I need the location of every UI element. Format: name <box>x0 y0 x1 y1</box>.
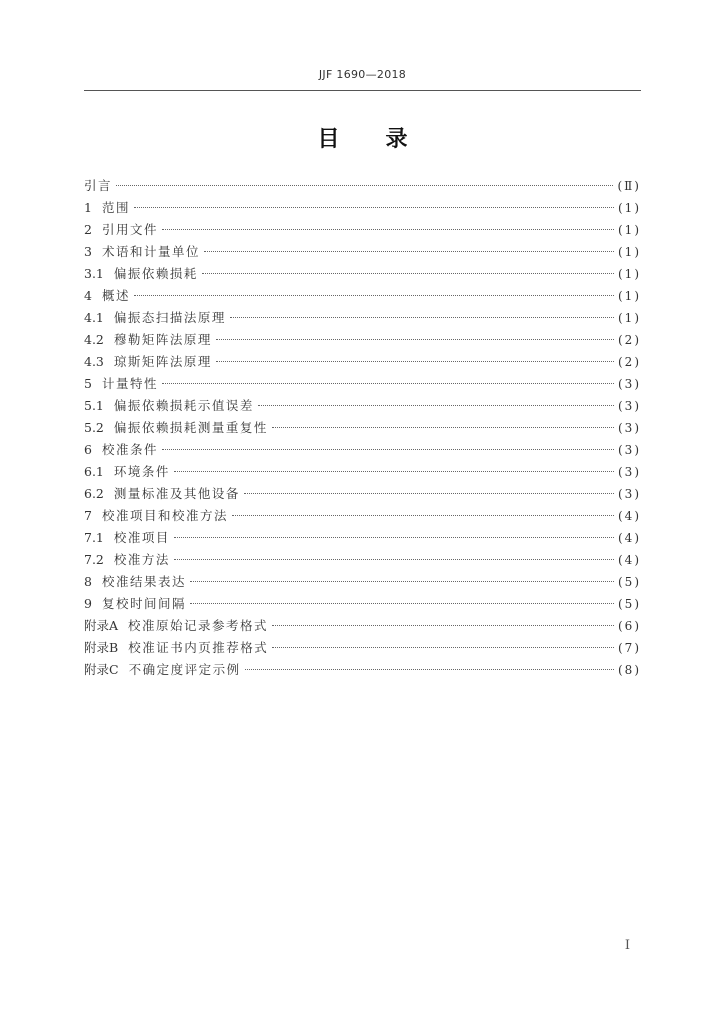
toc-page: (4) <box>618 553 641 567</box>
toc-entry[interactable] <box>84 594 641 616</box>
toc-page: (4) <box>618 531 641 545</box>
page-number: I <box>624 938 630 953</box>
toc-number: 6.1 <box>84 464 104 479</box>
toc-leader <box>174 471 614 472</box>
toc-page: (1) <box>618 201 641 215</box>
toc-title: 校准项目和校准方法 <box>101 508 228 523</box>
toc-number: 9 <box>84 596 92 611</box>
toc-entry[interactable] <box>84 330 641 352</box>
toc-number: 3 <box>84 244 92 259</box>
toc-entry[interactable] <box>84 528 641 550</box>
toc-number: 7.2 <box>84 552 104 567</box>
toc-leader <box>272 647 614 648</box>
toc-entry[interactable] <box>84 198 641 220</box>
toc-page: (4) <box>618 509 641 523</box>
toc-page: (3) <box>618 421 641 435</box>
header-divider <box>84 90 641 91</box>
toc-entry[interactable] <box>84 286 641 308</box>
toc-title: 偏振依赖损耗示值误差 <box>113 398 254 413</box>
toc-title: 偏振依赖损耗测量重复性 <box>113 420 268 435</box>
toc-title: 校准方法 <box>113 552 170 567</box>
toc-title: 环境条件 <box>113 464 170 479</box>
toc-number: 6 <box>84 442 92 457</box>
toc-leader <box>232 515 614 516</box>
toc-title: 复校时间间隔 <box>101 596 186 611</box>
toc-leader <box>134 207 614 208</box>
toc-number: 7 <box>84 508 92 523</box>
toc-leader <box>190 603 614 604</box>
toc-title: 偏振态扫描法原理 <box>113 310 226 325</box>
toc-leader <box>245 669 614 670</box>
toc-entry[interactable] <box>84 242 641 264</box>
toc-number: 4 <box>84 288 92 303</box>
toc-page: (8) <box>618 663 641 677</box>
toc-leader <box>258 405 614 406</box>
toc-number: 6.2 <box>84 486 104 501</box>
toc-number: 1 <box>84 200 92 215</box>
toc-number: 5.2 <box>84 420 104 435</box>
toc-entry[interactable] <box>84 550 641 572</box>
toc-page: (3) <box>618 443 641 457</box>
toc-leader <box>174 559 614 560</box>
toc-number: 附录C <box>84 662 119 677</box>
toc-entry[interactable] <box>84 572 641 594</box>
toc-entry[interactable] <box>84 462 641 484</box>
toc-entry[interactable] <box>84 352 641 374</box>
toc-entry[interactable] <box>84 506 641 528</box>
toc-title: 范围 <box>101 200 130 215</box>
toc-number: 5.1 <box>84 398 104 413</box>
toc-page: (3) <box>618 487 641 501</box>
toc-page: (1) <box>618 223 641 237</box>
toc-leader <box>202 273 614 274</box>
toc-number: 附录B <box>84 640 119 655</box>
toc-leader <box>216 339 614 340</box>
toc-leader <box>204 251 614 252</box>
toc-entry[interactable] <box>84 308 641 330</box>
toc-title: 测量标准及其他设备 <box>113 486 240 501</box>
toc-page: (6) <box>618 619 641 633</box>
toc-title: 偏振依赖损耗 <box>113 266 198 281</box>
toc-leader <box>116 185 613 186</box>
toc-title: 校准结果表达 <box>101 574 186 589</box>
toc-number: 7.1 <box>84 530 104 545</box>
page-title: 目录 <box>317 126 454 152</box>
toc-title: 校准条件 <box>101 442 158 457</box>
toc-leader <box>272 427 614 428</box>
toc-entry[interactable] <box>84 374 641 396</box>
toc-page: (1) <box>618 267 641 281</box>
document-header: JJF 1690—2018 <box>318 68 407 81</box>
toc-page: (Ⅱ) <box>617 179 641 193</box>
toc-entry[interactable] <box>84 440 641 462</box>
toc-number: 5 <box>84 376 92 391</box>
toc-leader <box>134 295 614 296</box>
table-of-contents <box>84 176 641 682</box>
toc-page: (1) <box>618 289 641 303</box>
toc-title: 不确定度评定示例 <box>128 662 241 677</box>
toc-title: 琼斯矩阵法原理 <box>113 354 212 369</box>
toc-page: (1) <box>618 245 641 259</box>
toc-number: 附录A <box>84 618 119 633</box>
toc-entry[interactable] <box>84 638 641 660</box>
toc-number: 4.3 <box>84 354 104 369</box>
toc-title: 校准原始记录参考格式 <box>128 618 269 633</box>
toc-page: (7) <box>618 641 641 655</box>
toc-leader <box>190 581 614 582</box>
toc-number: 4.1 <box>84 310 104 325</box>
toc-leader <box>174 537 614 538</box>
toc-leader <box>216 361 614 362</box>
toc-leader <box>244 493 614 494</box>
toc-number: 8 <box>84 574 92 589</box>
toc-number: 3.1 <box>84 266 104 281</box>
toc-title: 穆勒矩阵法原理 <box>113 332 212 347</box>
toc-title: 校准项目 <box>113 530 170 545</box>
toc-leader <box>162 229 614 230</box>
toc-number: 2 <box>84 222 92 237</box>
toc-title: 概述 <box>101 288 130 303</box>
toc-entry[interactable] <box>84 484 641 506</box>
toc-page: (5) <box>618 597 641 611</box>
toc-entry[interactable] <box>84 660 641 682</box>
toc-title: 引用文件 <box>101 222 158 237</box>
toc-entry[interactable] <box>84 396 641 418</box>
toc-page: (2) <box>618 355 641 369</box>
toc-entry[interactable] <box>84 616 641 638</box>
toc-page: (3) <box>618 399 641 413</box>
toc-title: 术语和计量单位 <box>101 244 200 259</box>
toc-page: (5) <box>618 575 641 589</box>
toc-leader <box>162 449 614 450</box>
toc-title: 校准证书内页推荐格式 <box>128 640 269 655</box>
toc-page: (1) <box>618 311 641 325</box>
toc-entry[interactable] <box>84 220 641 242</box>
toc-page: (2) <box>618 333 641 347</box>
toc-entry[interactable] <box>84 418 641 440</box>
toc-entry[interactable] <box>84 176 641 198</box>
toc-leader <box>272 625 614 626</box>
toc-title: 计量特性 <box>101 376 158 391</box>
toc-entry[interactable] <box>84 264 641 286</box>
toc-title: 引言 <box>84 178 113 193</box>
toc-leader <box>230 317 614 318</box>
toc-leader <box>162 383 614 384</box>
toc-page: (3) <box>618 377 641 391</box>
toc-page: (3) <box>618 465 641 479</box>
toc-number: 4.2 <box>84 332 104 347</box>
